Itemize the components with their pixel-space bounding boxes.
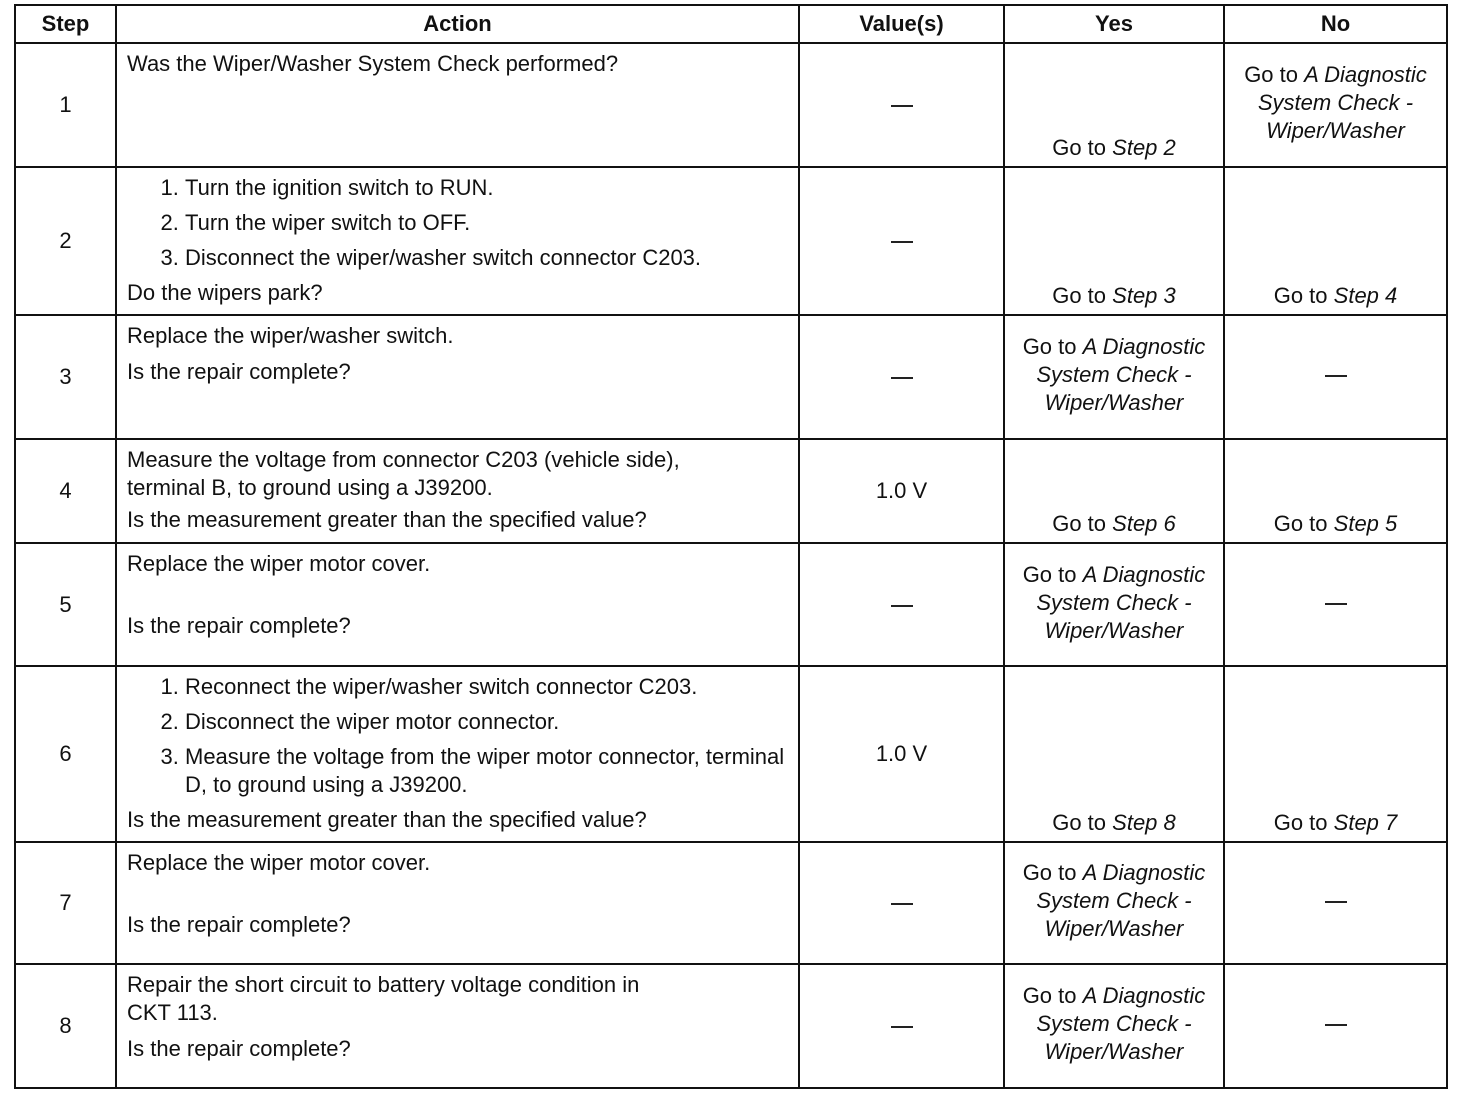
table-row [15,439,1447,543]
no-ref: Step 7 [1333,810,1398,835]
yes-cell [1004,439,1224,543]
header-row [15,5,1447,43]
yes-prefix: Go to [1022,983,1077,1008]
yes-cell [1004,842,1224,964]
yes-prefix: Go to [1052,283,1107,308]
table-row [15,43,1447,167]
yes-ref: A Diagnostic System Check - Wiper/Washer [1036,334,1206,415]
no-cell [1224,666,1447,842]
step-number: 5 [15,543,116,666]
dash-mark [1325,1024,1347,1026]
action-question: Is the repair complete? [127,359,351,384]
action-list [127,673,788,799]
table-row [15,842,1447,964]
yes-ref: A Diagnostic System Check - Wiper/Washer [1036,860,1206,941]
action-text: Repair the short circuit to battery voltage condition in CKT 113. [127,972,640,1025]
header-step: Step [15,5,116,43]
dash-mark [1325,901,1347,903]
yes-prefix: Go to [1022,334,1077,359]
no-cell [1224,43,1447,167]
value-cell: 1.0 V [799,666,1004,842]
table-row [15,315,1447,439]
action-question: Is the repair complete? [127,912,351,937]
yes-prefix: Go to [1052,135,1107,160]
table-row [15,666,1447,842]
action-text: Replace the wiper motor cover. [127,850,431,875]
yes-prefix: Go to [1052,511,1107,536]
value-cell [799,43,1004,167]
action-list-item: 1. Turn the ignition switch to RUN. [185,174,788,202]
no-ref: Step 5 [1333,511,1398,536]
action-list-item: 3. Disconnect the wiper/washer switch connector C203. [185,244,788,272]
no-prefix: Go to [1273,283,1328,308]
value-cell [799,543,1004,666]
action-cell [116,842,799,964]
yes-cell [1004,43,1224,167]
yes-cell [1004,666,1224,842]
yes-ref: Step 6 [1112,511,1176,536]
dash-mark [891,377,913,379]
table-row [15,964,1447,1088]
diagnostic-table [14,4,1448,1089]
action-cell [116,439,799,543]
dash-mark [1325,375,1347,377]
step-number: 6 [15,666,116,842]
action-text: Measure the voltage from connector C203 (vehicle side), terminal B, to ground using a J39200. [127,447,680,500]
yes-prefix: Go to [1022,561,1077,587]
dash-mark [1325,603,1347,605]
yes-ref: A Diagnostic System Check - Wiper/Washer [1036,561,1206,643]
dash-mark [891,903,913,905]
no-ref: A Diagnostic System Check - Wiper/Washer [1257,62,1427,143]
header-no: No [1224,5,1447,43]
table-row [15,543,1447,666]
action-list-item: 3. Measure the voltage from the wiper motor connector, terminal D, to ground using a J39200. [185,743,788,799]
yes-cell [1004,315,1224,439]
value-cell [799,315,1004,439]
no-prefix: Go to [1273,810,1328,835]
yes-ref: A Diagnostic System Check - Wiper/Washer [1036,983,1206,1064]
no-cell [1224,842,1447,964]
yes-ref: Step 2 [1112,135,1176,160]
value-cell: 1.0 V [799,439,1004,543]
no-cell [1224,964,1447,1088]
dash-mark [891,105,913,107]
action-list-item: 1. Reconnect the wiper/washer switch connector C203. [185,673,788,701]
yes-ref: Step 3 [1112,283,1176,308]
action-question: Is the measurement greater than the specified value? [127,807,647,832]
step-number: 7 [15,842,116,964]
action-list [127,174,788,272]
dash-mark [891,605,913,607]
action-text: Replace the wiper motor cover. [127,551,431,576]
yes-cell [1004,543,1224,666]
yes-prefix: Go to [1022,860,1077,885]
no-cell [1224,315,1447,439]
yes-cell [1004,964,1224,1088]
action-text: Was the Wiper/Washer System Check performed? [127,51,619,76]
dash-mark [891,1026,913,1028]
step-number: 4 [15,439,116,543]
action-question: Is the repair complete? [127,613,351,638]
action-cell [116,315,799,439]
header-values: Value(s) [799,5,1004,43]
dash-mark [891,241,913,243]
action-list-item: 2. Disconnect the wiper motor connector. [185,708,788,736]
step-number: 8 [15,964,116,1088]
no-cell [1224,543,1447,666]
no-ref: Step 4 [1333,283,1398,308]
action-cell [116,543,799,666]
step-number: 3 [15,315,116,439]
step-number: 1 [15,43,116,167]
action-list-item: 2. Turn the wiper switch to OFF. [185,209,788,237]
no-cell [1224,439,1447,543]
value-cell [799,964,1004,1088]
yes-ref: Step 8 [1112,810,1176,835]
header-yes: Yes [1004,5,1224,43]
value-cell [799,842,1004,964]
no-prefix: Go to [1273,511,1328,536]
action-question: Do the wipers park? [127,280,323,305]
action-cell [116,964,799,1088]
action-question: Is the measurement greater than the specified value? [127,507,647,532]
no-prefix: Go to [1244,62,1298,87]
header-action: Action [116,5,799,43]
value-cell [799,167,1004,315]
yes-prefix: Go to [1052,810,1107,835]
action-text: Replace the wiper/washer switch. [127,323,454,348]
action-cell [116,43,799,167]
no-cell [1224,167,1447,315]
action-cell [116,167,799,315]
yes-cell [1004,167,1224,315]
step-number: 2 [15,167,116,315]
action-question: Is the repair complete? [127,1036,351,1061]
action-cell [116,666,799,842]
table-row [15,167,1447,315]
